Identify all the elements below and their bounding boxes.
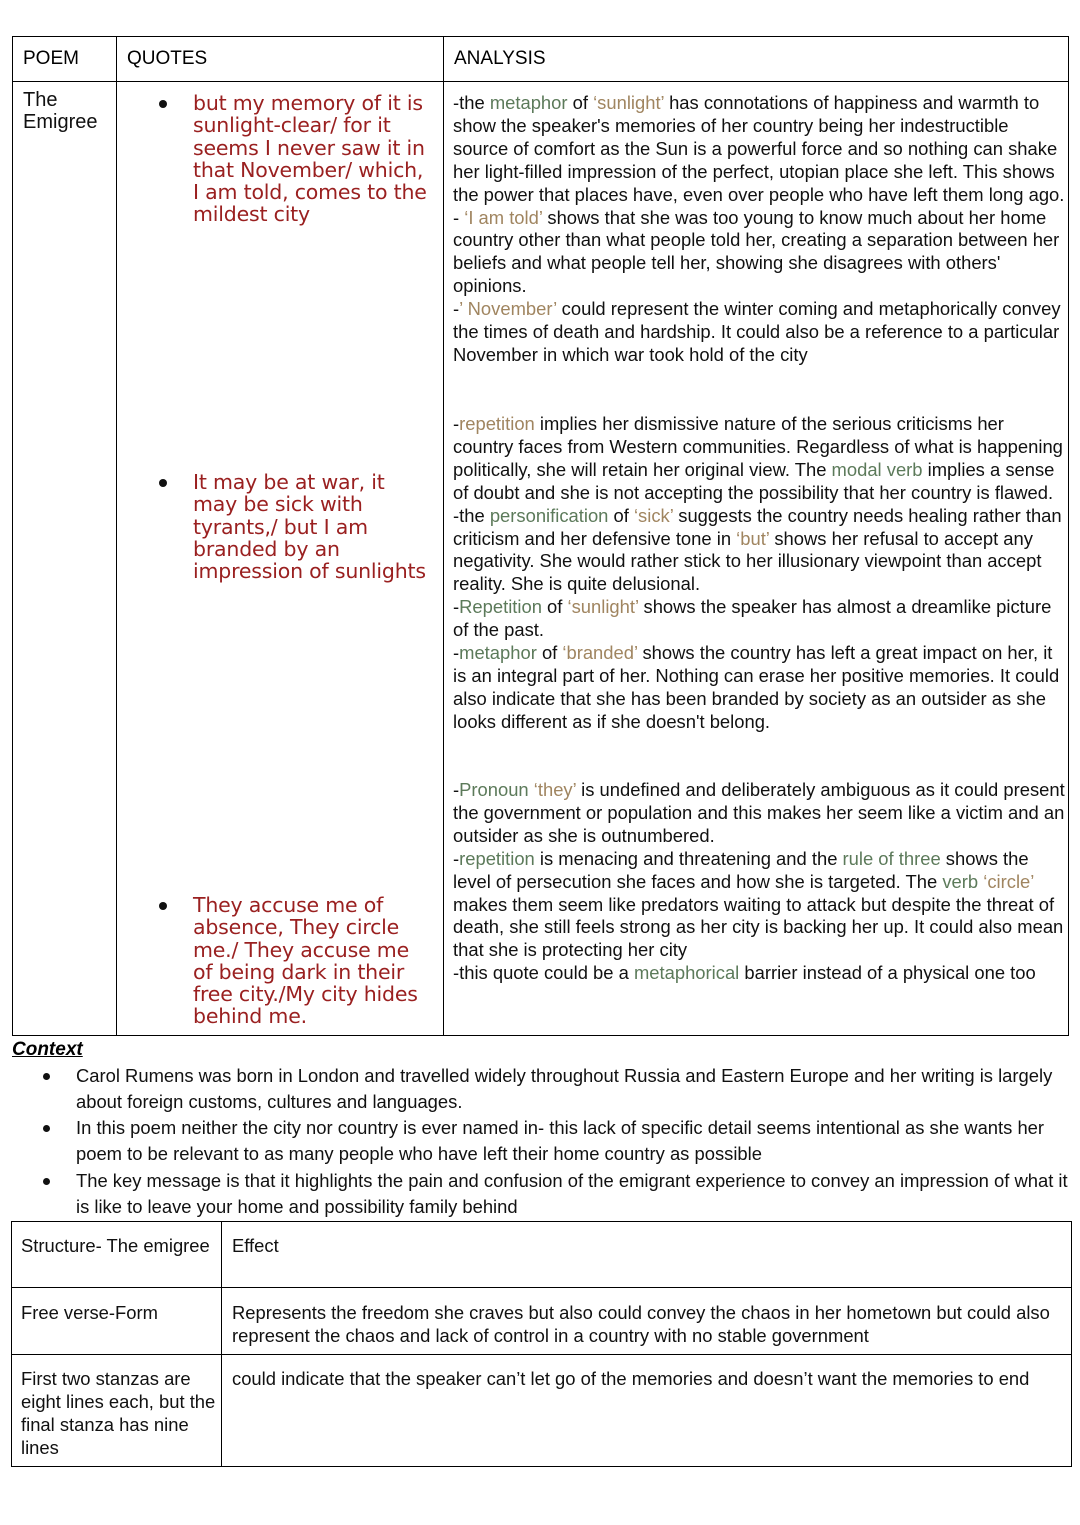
structure-header-left: Structure- The emigree [21,1235,210,1256]
quote-highlight: ‘sunlight’ [567,596,639,618]
bullet-icon [43,1125,50,1132]
header-divider [13,81,1068,82]
analysis-paragraph: - ‘I am told’ shows that she was too young to know much about her home country other than what people told her, creating a separation between her beliefs and what people tell her, showing she disagrees with others' opinions. [453,206,1060,297]
analysis-block-3 [453,779,1065,985]
analysis-block-2 [453,413,1065,734]
term-highlight: metaphorical [633,962,740,984]
structure-row-right: could indicate that the speaker can’t let go of the memories and doesn’t want the memories to end [232,1368,1030,1389]
analysis-paragraph: -the metaphor of ‘sunlight’ has connotations of happiness and warmth to show the speaker's memories of her country being her indestructible source of comfort as the Sun is a powerful force and so nothing can shake her light-filled impression of the perfect, utopian place she left. This shows the power that places have, even over people who have left them long ago. [453,92,1065,205]
term-highlight: repetition [459,413,535,434]
context-item: Carol Rumens was born in London and travelled widely throughout Russia and Eastern Europe and her writing is largely about foreign customs, cultures and languages. [76,1065,1053,1113]
context-item: In this poem neither the city nor country is ever named in- this lack of specific detail seems intentional as she wants her poem to be relevant to as many people who have left their home country as possible [76,1117,1045,1165]
structure-row-left: Free verse-Form [21,1302,158,1323]
analysis-paragraph: -repetition implies her dismissive nature of the serious criticisms her country faces from Western communities. Regardless of what is happening politically, she will retain her original view. The modal verb implies a sense of doubt and she is not accepting the possibility that her country is flawed. [453,413,1063,503]
quote-highlight: ‘sick’ [633,504,674,526]
analysis-paragraph: -the personification of ‘sick’ suggests the country needs healing rather than criticism and her defensive tone in ‘but’ shows her refusal to accept any negativity. She would rather stick to her illusionary viewpoint than accept reality. She is quite delusional. [453,504,1062,595]
analysis-paragraph: -metaphor of ‘branded’ shows the country has left a great impact on her, it is an integral part of her. Nothing can erase her positive memories. It could also indicate that she has been branded by society as an outsider as she looks different as if she doesn't belong. [453,642,1060,732]
term-highlight: metaphor [459,642,537,664]
term-highlight: metaphor [489,92,568,113]
bullet-icon [43,1178,50,1185]
structure-row-right: Represents the freedom she craves but also could convey the chaos in her hometown but could also represent the chaos and lack of control in a country with no stable government [232,1302,1050,1346]
context-item: The key message is that it highlights the pain and confusion of the emigrant experience to convey an impression of what it is like to leave your home and possibility family behind [76,1170,1068,1218]
quote-3: They accuse me of absence, They circle me./ They accuse me of being dark in their free city./My city hides behind me. [193,893,418,1029]
poem-title: The Emigree [23,89,98,133]
term-highlight: personification [489,504,609,526]
quote-2: It may be at war, it may be sick with tyrants,/ but I am branded by an impression of sunlights [193,470,426,584]
quote-highlight: ‘branded’ [562,642,638,664]
term-highlight: Pronoun [459,779,529,800]
term-highlight: verb [942,870,979,892]
header-poem: POEM [23,48,79,69]
structure-row-left: First two stanzas are eight lines each, but the final stanza has nine lines [21,1368,216,1458]
quote-highlight: ‘sunlight’ [593,92,664,113]
term-highlight: Repetition [459,596,542,618]
row-divider [12,1354,1071,1355]
structure-table [11,1221,1072,1467]
analysis-block-1 [453,92,1065,367]
quote-highlight: ‘I am told’ [464,206,543,228]
term-highlight: rule of three [842,847,941,869]
header-analysis: ANALYSIS [454,48,546,69]
quote-highlight: ‘circle’ [983,870,1034,892]
bullet-icon [159,479,167,487]
term-highlight: modal verb [831,458,923,480]
header-quotes: QUOTES [127,48,208,69]
bullet-icon [159,902,167,910]
analysis-paragraph: -’ November’ could represent the winter coming and metaphorically convey the times of death and hardship. It could also be a reference to a particular November in which war took hold of the city [453,298,1061,365]
analysis-paragraph: -this quote could be a metaphorical barrier instead of a physical one too [453,962,1036,984]
quote-highlight: ‘they’ [533,779,577,800]
context-heading: Context [12,1039,83,1060]
structure-header-right: Effect [232,1235,279,1256]
analysis-paragraph: -Repetition of ‘sunlight’ shows the speaker has almost a dreamlike picture of the past. [453,596,1052,641]
column-divider [116,37,117,1035]
bullet-icon [159,100,167,108]
column-divider [443,37,444,1035]
poem-analysis-table [12,36,1069,1036]
column-divider [221,1222,222,1466]
bullet-icon [43,1073,50,1080]
term-highlight: repetition [459,847,535,869]
analysis-paragraph: -Pronoun ‘they’ is undefined and deliberately ambiguous as it could present the government or population and this makes her seem like a victim and an outsider as she is outnumbered. [453,779,1065,846]
analysis-paragraph: -repetition is menacing and threatening and the rule of three shows the level of persecution she faces and how she is targeted. The verb ‘circle’ makes them seem like predators waiting to attack but despite the threat of death, she still feels strong as her city is backing her up. It could also mean that she is protecting her city [453,847,1064,961]
quote-1: but my memory of it is sunlight-clear/ for it seems I never saw it in that November/ which, I am told, comes to the mildest city [193,91,427,227]
quote-highlight: ‘but’ [736,527,770,549]
row-divider [12,1287,1071,1288]
quote-highlight: ’ November’ [459,298,557,320]
